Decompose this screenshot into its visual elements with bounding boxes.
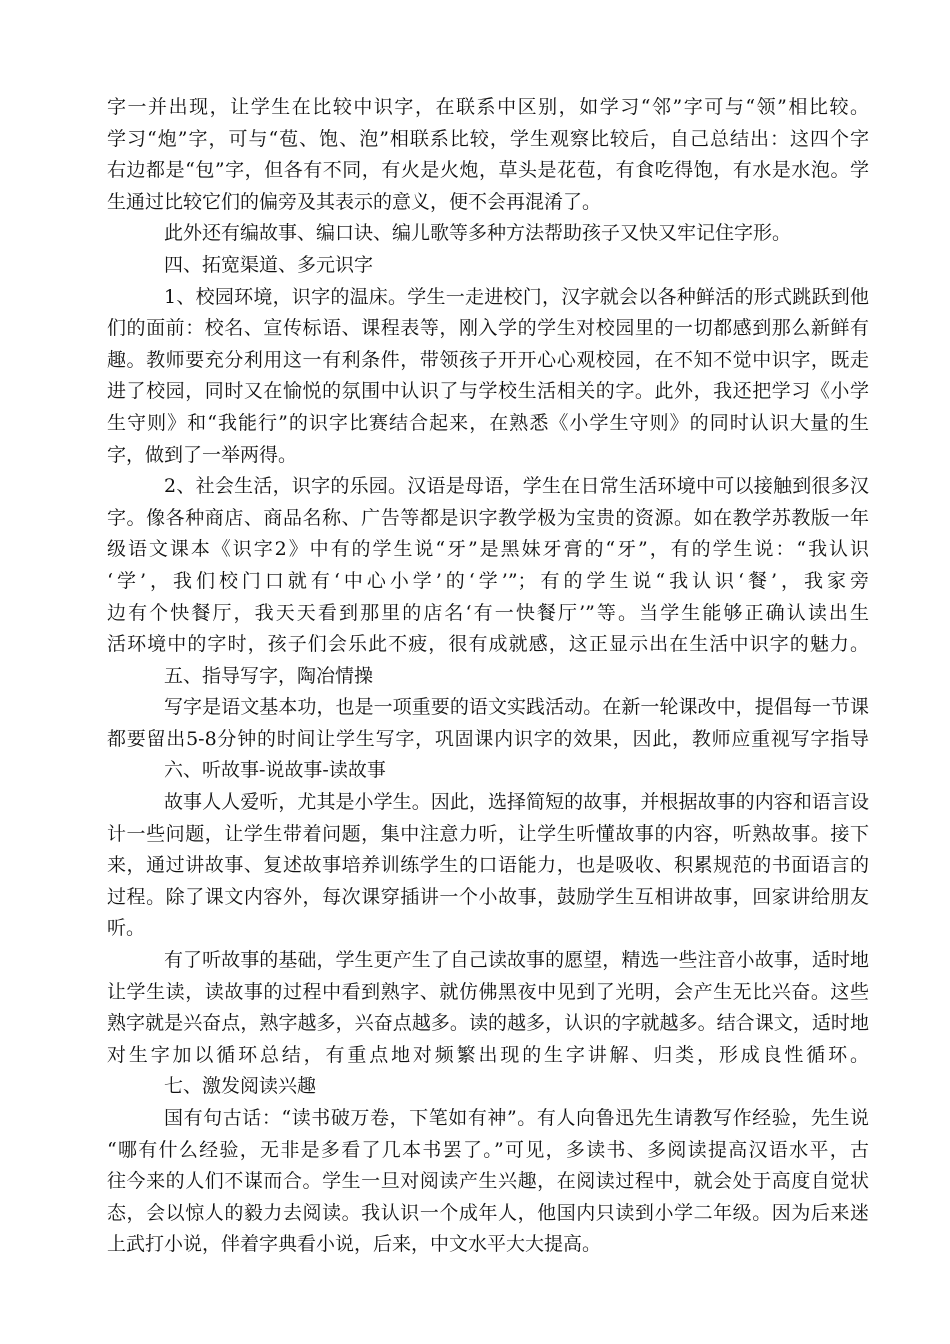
text-line: 右边都是“包”字，但各有不同，有火是火炮，草头是花苞，有食吃得饱，有水是水泡。学 <box>107 159 869 182</box>
text-line: 都要留出5-8分钟的时间让学生写字，巩固课内识字的效果，因此，教师应重视写字指导 <box>107 727 869 750</box>
section-heading: 四、拓宽渠道、多元识字 <box>164 253 374 276</box>
text-line: 字一并出现，让学生在比较中识字，在联系中区别，如学习“邻”字可与“领”相比较。 <box>107 96 869 118</box>
text-line: 往今来的人们不谋而合。学生一旦对阅读产生兴趣，在阅读过程中，就会处于高度自觉状 <box>107 1170 869 1193</box>
text-line: 学习“炮”字，可与“苞、饱、泡”相联系比较，学生观察比较后，自己总结出：这四个字 <box>107 127 869 150</box>
section-heading: 五、指导写字，陶冶情操 <box>164 664 374 687</box>
text-line: 们的面前：校名、宣传标语、课程表等，刚入学的学生对校园里的一切都感到那么新鲜有 <box>107 317 869 340</box>
section-heading: 六、听故事-说故事-读故事 <box>164 759 386 782</box>
document-page <box>107 92 869 1261</box>
text-line: 生守则》和“我能行”的识字比赛结合起来，在熟悉《小学生守则》的同时认识大量的生 <box>107 411 869 434</box>
section-heading: 七、激发阅读兴趣 <box>164 1075 317 1098</box>
text-line: 趣。教师要充分利用这一有利条件，带领孩子开开心心观校园，在不知不觉中识字，既走 <box>107 348 869 371</box>
text-line: 对生字加以循环总结，有重点地对频繁出现的生字讲解、归类，形成良性循环。 <box>107 1043 869 1066</box>
text-line: 听。 <box>107 917 146 940</box>
text-line: 熟字就是兴奋点，熟字越多，兴奋点越多。读的越多，认识的字就越多。结合课文，适时地 <box>107 1012 869 1035</box>
text-line: 来，通过讲故事、复述故事培养训练学生的口语能力，也是吸收、积累规范的书面语言的 <box>107 854 869 877</box>
text-line: 生通过比较它们的偏旁及其表示的意义，便不会再混淆了。 <box>107 190 602 213</box>
text-line: 让学生读，读故事的过程中看到熟字、就仿佛黑夜中见到了光明，会产生无比兴奋。这些 <box>107 980 869 1003</box>
text-line: 活环境中的字时，孩子们会乐此不疲，很有成就感，这正显示出在生活中识字的魅力。 <box>107 633 869 656</box>
text-line: 写字是语文基本功，也是一项重要的语文实践活动。在新一轮课改中，提倡每一节课 <box>164 696 869 719</box>
text-line: 进了校园，同时又在愉悦的氛围中认识了与学校生活相关的字。此外，我还把学习《小学 <box>107 380 869 403</box>
text-line: “哪有什么经验，无非是多看了几本书罢了。”可见，多读书、多阅读提高汉语水平，古 <box>107 1138 869 1161</box>
text-line: 级语文课本《识字2》中有的学生说“牙”是黑妹牙膏的“牙”，有的学生说：“我认识 <box>107 538 869 561</box>
text-line: 态，会以惊人的毅力去阅读。我认识一个成年人，他国内只读到小学二年级。因为后来迷 <box>107 1201 869 1224</box>
text-line: 国有句古话：“读书破万卷，下笔如有神”。有人向鲁迅先生请教写作经验，先生说 <box>164 1107 869 1129</box>
text-line: 边有个快餐厅，我天天看到那里的店名‘有一快餐厅’”等。当学生能够正确认读出生 <box>107 601 869 624</box>
text-line: 上武打小说，伴着字典看小说，后来，中文水平大大提高。 <box>107 1233 602 1256</box>
text-line: ‘学’，我们校门口就有‘中心小学’的‘学’”；有的学生说“我认识‘餐’，我家旁 <box>107 569 869 592</box>
text-line: 2、社会生活，识字的乐园。汉语是母语，学生在日常生活环境中可以接触到很多汉 <box>164 475 869 498</box>
text-line: 字，做到了一举两得。 <box>107 443 298 466</box>
text-line: 有了听故事的基础，学生更产生了自己读故事的愿望，精选一些注音小故事，适时地 <box>164 949 869 972</box>
text-line: 计一些问题，让学生带着问题，集中注意力听，让学生听懂故事的内容，听熟故事。接下 <box>107 822 869 845</box>
text-line: 1、校园环境，识字的温床。学生一走进校门，汉字就会以各种鲜活的形式跳跃到他 <box>164 285 869 308</box>
text-line: 过程。除了课文内容外，每次课穿插讲一个小故事，鼓励学生互相讲故事，回家讲给朋友 <box>107 885 869 908</box>
text-line: 字。像各种商店、商品名称、广告等都是识字教学极为宝贵的资源。如在教学苏教版一年 <box>107 506 869 529</box>
text-line: 此外还有编故事、编口诀、编儿歌等多种方法帮助孩子又快又牢记住字形。 <box>164 222 792 245</box>
text-line: 故事人人爱听，尤其是小学生。因此，选择简短的故事，并根据故事的内容和语言设 <box>164 791 869 814</box>
